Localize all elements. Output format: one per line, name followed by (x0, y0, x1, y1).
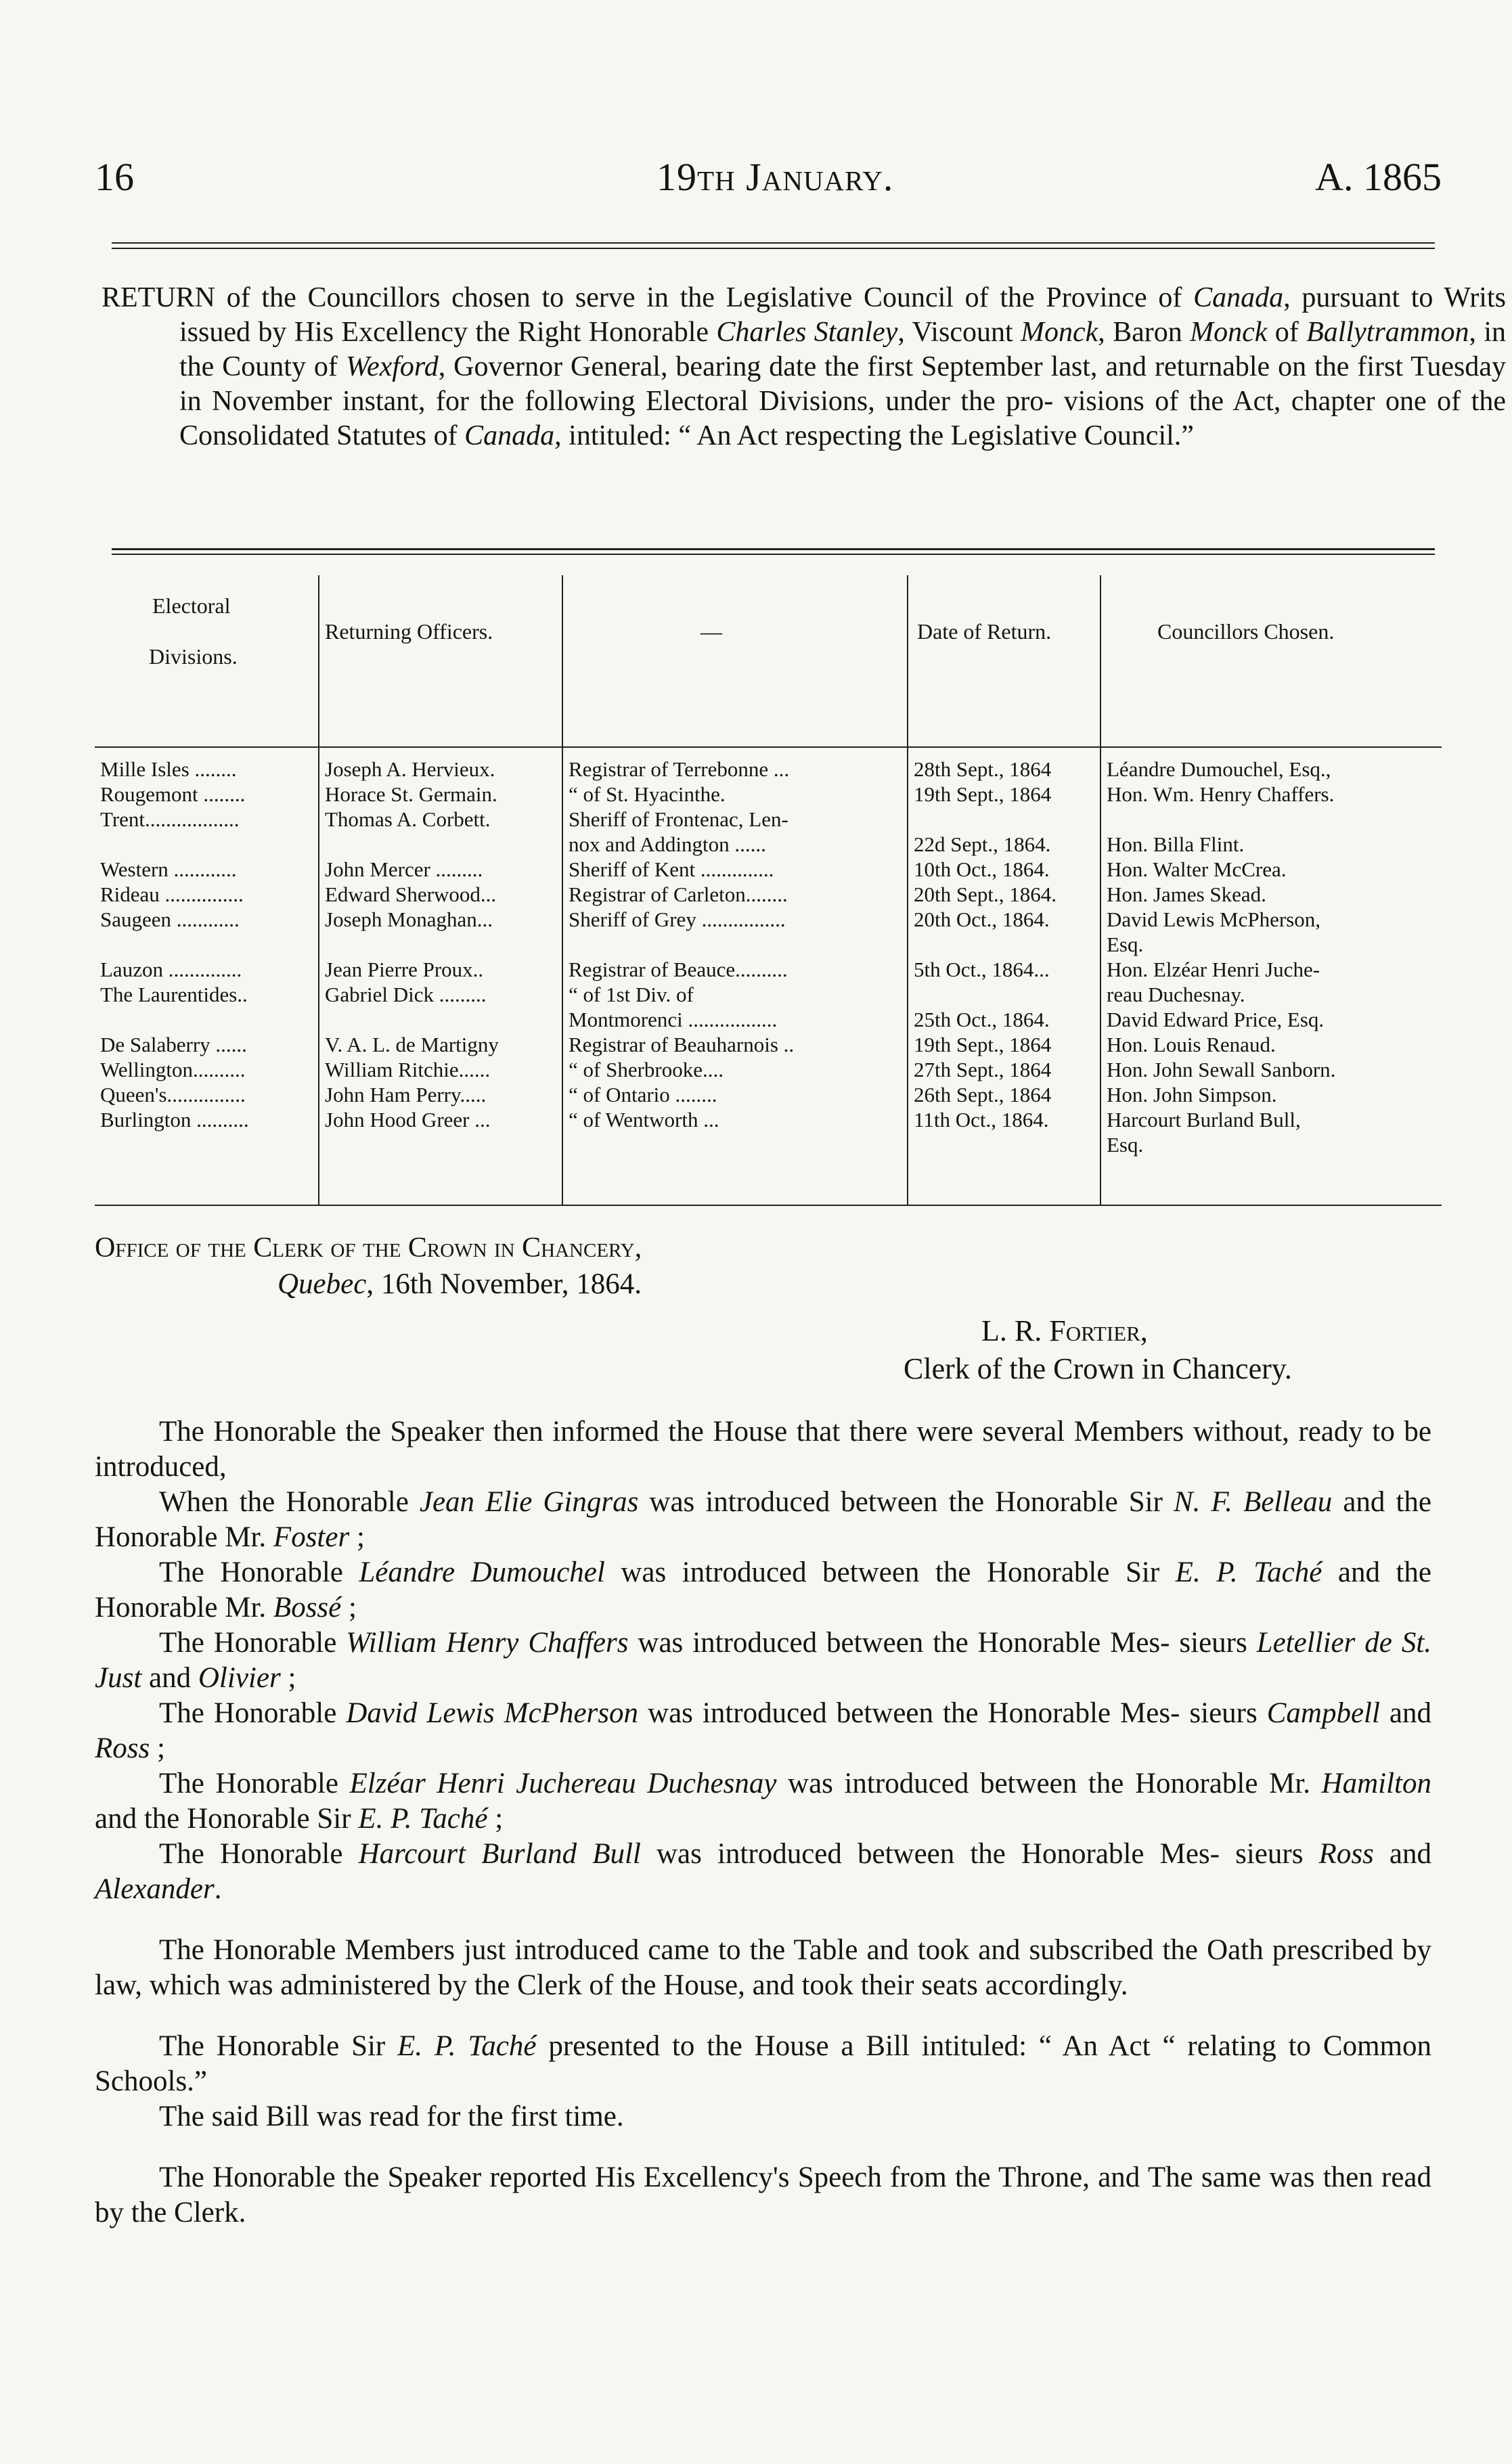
table-top-rule (112, 548, 1435, 550)
table-row (95, 1032, 1442, 1057)
cell-division: Queen's............... (100, 1083, 246, 1106)
table-row (95, 857, 1442, 882)
office-line: Office of the Clerk of the Crown in Chancery, (95, 1232, 642, 1263)
cell-officer: William Ritchie...... (325, 1058, 491, 1081)
cell-councillor: Léandre Dumouchel, Esq., (1107, 757, 1331, 781)
cell-date: 19th Sept., 1864 (914, 1033, 1052, 1056)
cell-date: 10th Oct., 1864. (914, 857, 1050, 881)
cell-division: Rideau ............... (100, 882, 244, 906)
cell-office: Sheriff of Kent .............. (569, 857, 774, 881)
cell-division: Rougemont ........ (100, 782, 246, 806)
cell-councillor: Hon. Wm. Henry Chaffers. (1107, 782, 1335, 806)
page-number: 16 (95, 155, 134, 199)
table-body (95, 757, 1442, 1157)
cell-office: Sheriff of Frontenac, Len- (569, 807, 788, 831)
cell-office: Registrar of Carleton........ (569, 882, 788, 906)
signer-name: L. R. Fortier, (981, 1314, 1148, 1347)
cell-councillor: Esq. (1107, 933, 1144, 956)
cell-officer: Horace St. Germain. (325, 782, 497, 806)
bill-read: The said Bill was read for the first time. (159, 2101, 624, 2132)
table-row (95, 907, 1442, 932)
cell-officer: Joseph Monaghan... (325, 908, 493, 931)
table-row (95, 982, 1442, 1007)
cell-date: 26th Sept., 1864 (914, 1083, 1052, 1106)
cell-councillor: Hon. Walter McCrea. (1107, 857, 1287, 881)
cell-councillor: Esq. (1107, 1133, 1144, 1157)
header-returning-officers: Returning Officers. (325, 619, 493, 644)
cell-division: Western ............ (100, 857, 237, 881)
header-councillors: Councillors Chosen. (1157, 619, 1335, 644)
table-row (95, 1132, 1442, 1157)
header-rule-2 (112, 248, 1435, 249)
introductions (95, 1414, 1431, 1907)
cell-councillor: Hon. Elzéar Henri Juche- (1107, 958, 1320, 981)
cell-office: Montmorenci ................. (569, 1008, 778, 1031)
cell-date: 20th Oct., 1864. (914, 908, 1050, 931)
cell-date: 28th Sept., 1864 (914, 757, 1052, 781)
cell-officer: Gabriel Dick ......... (325, 983, 487, 1006)
cell-officer: John Ham Perry..... (325, 1083, 487, 1106)
return-table (95, 575, 1442, 1218)
cell-office: nox and Addington ...... (569, 832, 766, 856)
table-row (95, 807, 1442, 832)
cell-office: “ of Sherbrooke.... (569, 1058, 724, 1081)
return-intro: RETURN of the Councillors chosen to serve in the Legislative Council of the Province of Canada, pursuant to Writs issued by His Excellency the Right Honorable Charles Stanley, Viscount Monck, Baron Monck of Ballytrammon, in the County of Wexford, Governor General, bearing date the first September last, and returnable on the first Tuesday in November instant, for the following Electoral Divisions, under the pro- visions of the Act, chapter one of the Consolidated Statutes of Canada, intituled: “ An Act respecting the Legislative Council.” (102, 282, 1507, 451)
office-place-date: Quebec, 16th November, 1864. (277, 1268, 642, 1300)
table-row (95, 832, 1442, 857)
cell-date: 22d Sept., 1864. (914, 832, 1051, 856)
introduction-paragraph: The Honorable the Speaker then informed the House that there were several Members without, ready to be introduced, (95, 1416, 1432, 1483)
cell-date: 20th Sept., 1864. (914, 882, 1057, 906)
cell-office: “ of St. Hyacinthe. (569, 782, 726, 806)
cell-officer: V. A. L. de Martigny (325, 1033, 499, 1056)
cell-councillor: Harcourt Burland Bull, (1107, 1108, 1301, 1132)
cell-councillor: Hon. John Sewall Sanborn. (1107, 1058, 1336, 1081)
cell-division: The Laurentides.. (100, 983, 248, 1006)
cell-date: 11th Oct., 1864. (914, 1108, 1049, 1132)
header-divisions-2: Divisions. (149, 644, 238, 669)
table-bottom-rule (95, 1205, 1442, 1206)
header-office: — (701, 619, 722, 644)
speech-paragraph: The Honorable the Speaker reported His Excellency's Speech from the Throne, and The same was then read by the Clerk. (95, 2161, 1431, 2228)
cell-office: Registrar of Beauce.......... (569, 958, 788, 981)
cell-councillor: Hon. John Simpson. (1107, 1083, 1277, 1106)
cell-date: 5th Oct., 1864... (914, 958, 1050, 981)
cell-date: 27th Sept., 1864 (914, 1058, 1052, 1081)
bill-paragraph: The Honorable Sir E. P. Taché presented to the House a Bill intituled: “ An Act “ relating to Common Schools.” (95, 2030, 1431, 2097)
cell-councillor: Hon. James Skead. (1107, 882, 1266, 906)
table-top-rule-2 (112, 554, 1435, 555)
table-row (95, 932, 1442, 957)
oath-paragraph: The Honorable Members just introduced came to the Table and took and subscribed the Oath prescribed by law, which was administered by the Clerk of the House, and took their seats accordingly. (95, 1934, 1431, 2001)
cell-division: Burlington .......... (100, 1108, 249, 1132)
introduction-paragraph: The Honorable Léandre Dumouchel was introduced between the Honorable Sir E. P. Taché and the Honorable Mr. Bossé ; (95, 1556, 1431, 1623)
cell-office: Registrar of Terrebonne ... (569, 757, 790, 781)
cell-officer: Joseph A. Hervieux. (325, 757, 495, 781)
cell-councillor: David Lewis McPherson, (1107, 908, 1320, 931)
header-divisions-1: Electoral (152, 593, 231, 618)
proceedings (95, 1414, 1431, 2231)
cell-councillor: Hon. Billa Flint. (1107, 832, 1245, 856)
cell-officer: Jean Pierre Proux.. (325, 958, 484, 981)
cell-officer: Thomas A. Corbett. (325, 807, 491, 831)
introduction-paragraph: When the Honorable Jean Elie Gingras was introduced between the Honorable Sir N. F. Belleau and the Honorable Mr. Foster ; (95, 1486, 1432, 1553)
cell-division: De Salaberry ...... (100, 1033, 247, 1056)
cell-councillor: reau Duchesnay. (1107, 983, 1245, 1006)
header-date: 19th January. (657, 155, 894, 199)
introduction-paragraph: The Honorable David Lewis McPherson was introduced between the Honorable Mes- sieurs Campbell and Ross ; (95, 1697, 1432, 1764)
cell-officer: John Hood Greer ... (325, 1108, 491, 1132)
cell-division: Saugeen ............ (100, 908, 240, 931)
cell-councillor: David Edward Price, Esq. (1107, 1008, 1325, 1031)
table-row (95, 1057, 1442, 1082)
cell-councillor: Hon. Louis Renaud. (1107, 1033, 1276, 1056)
cell-date: 25th Oct., 1864. (914, 1008, 1050, 1031)
table-row (95, 782, 1442, 807)
page-header (95, 154, 1442, 208)
table-row (95, 757, 1442, 782)
cell-date: 19th Sept., 1864 (914, 782, 1052, 806)
table-row (95, 882, 1442, 907)
header-date-of-return: Date of Return. (917, 619, 1052, 644)
cell-officer: John Mercer ......... (325, 857, 483, 881)
header-year: A. 1865 (1315, 155, 1442, 199)
cell-office: Registrar of Beauharnois .. (569, 1033, 795, 1056)
cell-division: Lauzon .............. (100, 958, 242, 981)
cell-office: “ of Ontario ........ (569, 1083, 717, 1106)
cell-office: “ of 1st Div. of (569, 983, 694, 1006)
cell-division: Trent.................. (100, 807, 240, 831)
cell-division: Mille Isles ........ (100, 757, 237, 781)
table-row (95, 957, 1442, 982)
cell-office: Sheriff of Grey ................ (569, 908, 786, 931)
introduction-paragraph: The Honorable William Henry Chaffers was introduced between the Honorable Mes- sieurs Letellier de St. Just and Olivier ; (95, 1627, 1432, 1694)
cell-office: “ of Wentworth ... (569, 1108, 719, 1132)
table-row (95, 1082, 1442, 1107)
table-row (95, 1107, 1442, 1132)
cell-division: Wellington.......... (100, 1058, 246, 1081)
header-rule (112, 242, 1435, 244)
signer-title: Clerk of the Crown in Chancery. (904, 1352, 1292, 1385)
introduction-paragraph: The Honorable Harcourt Burland Bull was introduced between the Honorable Mes- sieurs Ross and Alexander. (95, 1838, 1431, 1905)
introduction-paragraph: The Honorable Elzéar Henri Juchereau Duchesnay was introduced between the Honorable Mr. Hamilton and the Honorable Sir E. P. Taché ; (95, 1768, 1431, 1835)
table-row (95, 1007, 1442, 1032)
cell-officer: Edward Sherwood... (325, 882, 497, 906)
